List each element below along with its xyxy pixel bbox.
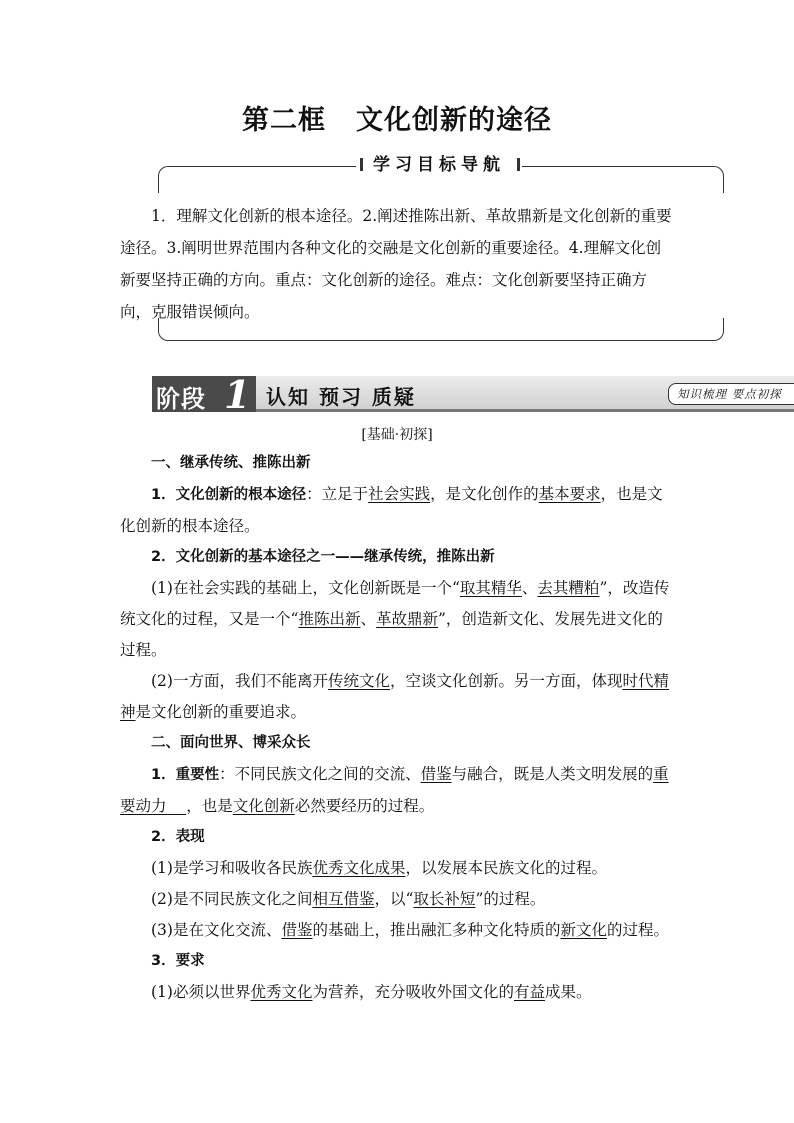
key-term: 取长补短 bbox=[413, 890, 476, 908]
s2-paragraph-5 bbox=[120, 915, 676, 946]
text-run: (2)是不同民族文化之间 bbox=[151, 890, 313, 908]
text-run: ，也是 bbox=[186, 797, 233, 815]
text-run: 、 bbox=[360, 610, 376, 628]
s1-paragraph-1 bbox=[120, 479, 676, 542]
key-term: 文化创新 bbox=[232, 797, 295, 815]
text-run: (1)必须以世界 bbox=[151, 983, 251, 1001]
key-term: 有益 bbox=[514, 983, 546, 1001]
stage-label-box bbox=[152, 372, 256, 417]
key-term: 相互借鉴 bbox=[312, 890, 375, 908]
key-term: 借鉴 bbox=[281, 921, 313, 939]
s2-paragraph-4 bbox=[120, 884, 676, 915]
underline-blank bbox=[167, 797, 187, 815]
stage-banner bbox=[152, 372, 794, 417]
s2-paragraph-3 bbox=[120, 853, 676, 884]
key-term: 新文化 bbox=[560, 921, 608, 939]
text-run: 必然要经历的过程。 bbox=[294, 797, 435, 815]
key-term: 取其精华 bbox=[459, 579, 522, 597]
stage-word: 阶段 bbox=[156, 385, 206, 413]
text-run: ，是文化创作的 bbox=[430, 485, 539, 503]
s2-paragraph-7 bbox=[120, 977, 676, 1008]
title-part-1: 第二框 bbox=[242, 105, 326, 136]
text-run: ：不同民族文化之间的交流、 bbox=[219, 765, 421, 783]
s1-paragraph-3 bbox=[120, 573, 676, 666]
s1-paragraph-2: 2．文化创新的基本途径之一——继承传统，推陈出新 bbox=[151, 549, 495, 565]
text-run: 、 bbox=[521, 579, 538, 597]
stage-tag: 知识梳理 要点初探 bbox=[668, 383, 794, 405]
text-run: ，也是文化创新的根本途径。 bbox=[120, 485, 663, 535]
title-part-2: 文化创新的途径 bbox=[356, 105, 552, 136]
stage-title: 认知 预习 质疑 bbox=[266, 385, 416, 409]
stage-number: 1 bbox=[224, 372, 251, 417]
section-2-heading: 二、面向世界、博采众长 bbox=[151, 735, 311, 751]
s1-p1-label: 1．文化创新的根本途径 bbox=[151, 487, 307, 503]
text-run: 是文化创新的重要追求。 bbox=[135, 703, 307, 721]
key-term: 社会实践 bbox=[368, 485, 431, 503]
key-term: 传统文化 bbox=[327, 672, 390, 690]
key-term: 革故鼎新 bbox=[375, 610, 438, 628]
s1-paragraph-4 bbox=[120, 666, 676, 728]
main-content bbox=[120, 448, 676, 1008]
text-run: 与融合，既是人类文明发展的 bbox=[451, 765, 654, 783]
text-run: 成果。 bbox=[545, 983, 592, 1001]
s2-paragraph-1 bbox=[120, 759, 676, 822]
objectives-frame-bottom bbox=[158, 318, 724, 341]
s2-paragraph-2: 2．表现 bbox=[151, 829, 205, 845]
key-term: 基本要求 bbox=[538, 485, 601, 503]
text-run: ”，改造传统文化的过程，又是一个“ bbox=[120, 579, 670, 628]
text-run: ，以“ bbox=[374, 890, 414, 908]
objectives-heading: 学习目标导航 bbox=[356, 152, 522, 178]
text-run: (1)在社会实践的基础上，文化创新既是一个“ bbox=[151, 579, 460, 597]
text-run: ”的过程。 bbox=[475, 890, 546, 908]
text-run: 的过程。 bbox=[607, 921, 670, 939]
text-run: 为营养，充分吸收外国文化的 bbox=[312, 983, 514, 1001]
key-term: 优秀文化 bbox=[250, 983, 313, 1001]
text-run: ”，创造新文化、发展先进文化的过程。 bbox=[120, 610, 663, 659]
objectives-text: 1．理解文化创新的根本途径。2.阐述推陈出新、革故鼎新是文化创新的重要途径。3.阐明世界范围内各种文化的交融是文化创新的重要途径。4.理解文化创新要坚持正确的方向。重点：文化创新的途径。难点：文化创新要坚持正确方向，克服错误倾向。 bbox=[120, 207, 672, 321]
s2-p1-label: 1．重要性 bbox=[151, 767, 220, 783]
text-run: (1)是学习和吸收各民族 bbox=[151, 859, 313, 877]
text-run: 的基础上，推出融汇多种文化特质的 bbox=[312, 921, 561, 939]
text-run: (3)是在文化交流、 bbox=[151, 921, 282, 939]
page-title bbox=[0, 98, 794, 137]
section-1-heading: 一、继承传统、推陈出新 bbox=[151, 455, 311, 471]
key-term: 时代精神 bbox=[120, 672, 670, 721]
s2-paragraph-6: 3．要求 bbox=[151, 953, 205, 969]
text-run: ：立足于 bbox=[306, 485, 369, 503]
text-run: ，空谈文化创新。另一方面，体现 bbox=[389, 672, 623, 690]
key-term: 重要动力 bbox=[120, 765, 669, 815]
section-subheading: [基础·初探] bbox=[361, 427, 433, 443]
key-term: 借鉴 bbox=[420, 765, 452, 783]
key-term: 优秀文化成果 bbox=[312, 859, 406, 877]
text-run: (2)一方面，我们不能离开 bbox=[151, 672, 328, 690]
key-term: 去其糟粕 bbox=[537, 579, 600, 597]
text-run: ，以发展本民族文化的过程。 bbox=[405, 859, 607, 877]
key-term: 推陈出新 bbox=[298, 610, 361, 628]
